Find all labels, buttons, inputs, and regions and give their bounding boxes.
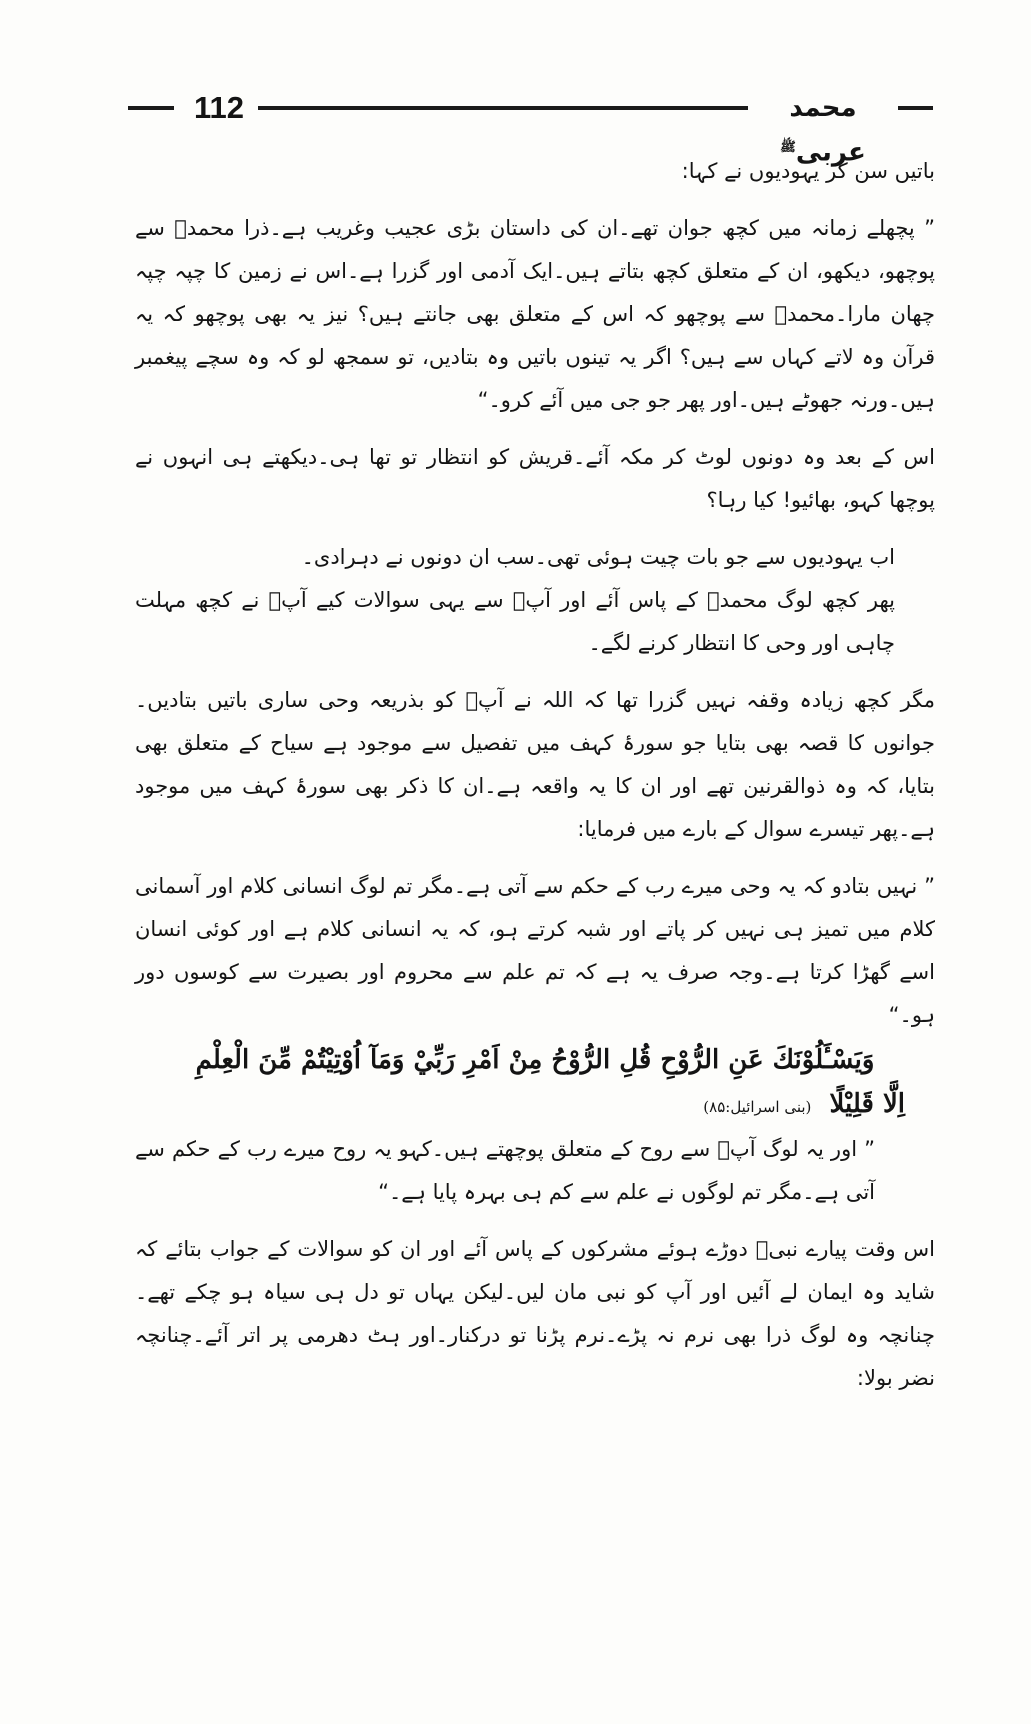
paragraph-9: اس وقت پیارے نبیؐ دوڑے ہوئے مشرکوں کے پاس آئے اور ان کو سوالات کے جواب بتائے کہ شاید وہ ایمان لے آئیں اور آپ کو نبی مان لیں۔لیکن یہاں تو دل ہی سیاہ ہو چکے تھے۔ چنانچہ وہ لوگ ذرا بھی نرم نہ پڑے۔نرم پڑنا تو درکنار۔اور ہٹ دھرمی پر اتر آئے۔چنانچہ نضر بولا: — [135, 1237, 935, 1390]
paragraph-4: اب یہودیوں سے جو بات چیت ہوئی تھی۔سب ان دونوں نے دہرادی۔ — [301, 545, 895, 569]
paragraph-6: مگر کچھ زیادہ وقفہ نہیں گزرا تھا کہ اللہ نے آپؐ کو بذریعہ وحی ساری باتیں بتادیں۔ جوانوں کا قصہ بھی بتایا جو سورۂ کہف میں تفصیل سے موجود ہے سیاح کے متعلق بھی بتایا، کہ وہ ذوالقرنین تھے اور ان کا یہ واقعہ ہے۔ان کا ذکر بھی سورۂ کہف میں موجود ہے۔پھر تیسرے سوال کے بارے میں فرمایا: — [135, 688, 935, 841]
paragraph-3: اس کے بعد وہ دونوں لوٹ کر مکہ آئے۔قریش کو انتظار تو تھا ہی۔دیکھتے ہی انہوں نے پوچھا کہو، بھائیو! کیا رہا؟ — [135, 445, 935, 512]
paragraph-5: پھر کچھ لوگ محمدؐ کے پاس آئے اور آپؐ سے یہی سوالات کیے آپؐ نے کچھ مہلت چاہی اور وحی کا انتظار کرنے لگے۔ — [135, 588, 895, 655]
quran-verse-line-2 — [135, 1083, 935, 1128]
header-rule-right — [898, 106, 933, 110]
page-header — [128, 88, 933, 168]
quote-revelation: ” نہیں بتادو کہ یہ وحی میرے رب کے حکم سے آتی ہے۔مگر تم لوگ انسانی کلام اور آسمانی کلام میں تمیز ہی نہیں کر پاتے اور شبہ کرتے ہو، کہ یہ انسانی کلام ہے اور کوئی انسان اسے گھڑا کرتا ہے۔وجہ صرف یہ ہے کہ تم علم سے محروم اور بصیرت سے کوسوں دور ہو۔“ — [135, 874, 935, 1027]
verse-translation: ” اور یہ لوگ آپؐ سے روح کے متعلق پوچھتے ہیں۔کہو یہ روح میرے رب کے حکم سے آتی ہے۔مگر تم لوگوں نے علم سے کم ہی بہرہ پایا ہے۔“ — [135, 1137, 875, 1204]
header-rule-left — [128, 106, 174, 110]
honorific-mark: ﷺ — [780, 140, 796, 155]
paragraph-1: باتیں سن کر یہودیوں نے کہا: — [681, 159, 935, 183]
verse-reference: (بنی اسرائیل:۸۵) — [703, 1098, 812, 1116]
running-title-text: محمد عربی — [789, 93, 866, 168]
quote-jews-questions: ” پچھلے زمانہ میں کچھ جوان تھے۔ان کی داستان بڑی عجیب وغریب ہے۔ذرا محمدؐ سے پوچھو، دیکھو، ان کے متعلق کچھ بتاتے ہیں۔ایک آدمی اور گزرا ہے۔اس نے زمین کا چپہ چپہ چھان مارا۔محمدؐ سے پوچھو کہ اس کے متعلق بھی جانتے ہیں؟ نیز یہ بھی پوچھو کہ یہ قرآن وہ لاتے کہاں سے ہیں؟ اگر یہ تینوں باتیں وہ بتادیں، تو سمجھ لو کہ وہ سچے پیغمبر ہیں۔ورنہ جھوٹے ہیں۔اور پھر جو جی میں آئے کرو۔“ — [135, 216, 935, 412]
page-body — [135, 150, 935, 1400]
page-number: 112 — [193, 90, 244, 125]
header-rule-middle — [258, 106, 748, 110]
quran-verse-ending: اِلَّا قَلِيْلًا — [829, 1089, 905, 1119]
quran-verse-line-1: وَيَسْـَٔلُوْنَكَ عَنِ الرُّوْحِ قُلِ الرُّوْحُ مِنْ اَمْرِ رَبِّيْ وَمَآ اُوْتِيْتُمْ مِّنَ الْعِلْمِ — [195, 1045, 875, 1075]
